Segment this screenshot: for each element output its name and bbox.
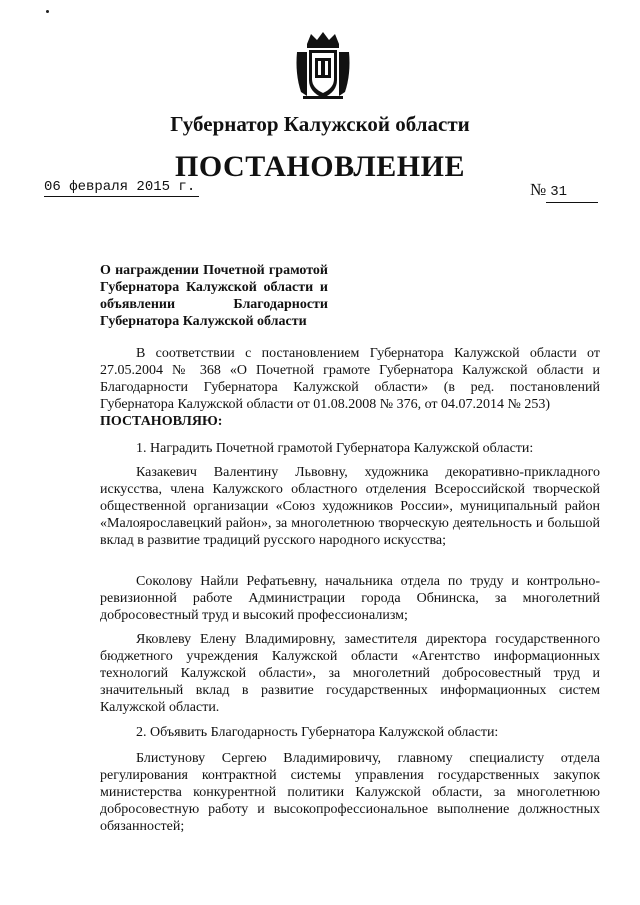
document-number (530, 180, 598, 203)
thanks-1-text: Блистунову Сергею Владимировичу, главному специалисту отдела регулирования контрактной системы управления государственных закупок министерства конкурентной политики Калужской области, за многолетнюю добросовестную работу и высокопрофессиональное выполнение должностных обязанностей; (100, 751, 600, 834)
resolve-heading: ПОСТАНОВЛЯЮ: (100, 414, 223, 429)
preamble-paragraph (100, 345, 600, 430)
item-1-heading: 1. Наградить Почетной грамотой Губернатора Калужской области: (136, 441, 534, 456)
number-prefix: № (530, 180, 547, 199)
issuing-authority: Губернатор Калужской области (170, 112, 470, 136)
award-paragraph-1 (100, 464, 600, 549)
preamble-text: В соответствии с постановлением Губернатора Калужской области от 27.05.2004 № 368 «О Почетной грамоте Губернатора Калужской области и Благодарности Губернатора Калужской области» (в ред. постановлений Губернатора Калужской области от 01.08.2008 № 376, от 04.07.2014 № 253) (100, 346, 600, 412)
award-3-text: Яковлеву Елену Владимировну, заместителя директора государственного бюджетного учреждения Калужской области «Агентство информационных технологий Калужской области», за многолетний добросовестный труд и значительный вклад в развитие государственных информационных систем Калужской области. (100, 632, 600, 715)
document-date: 06 февраля 2015 г. (44, 178, 199, 197)
coat-of-arms-icon (293, 30, 353, 102)
award-1-text: Казакевич Валентину Львовну, художника декоративно-прикладного искусства, члена Калужского областного отделения Всероссийской творческой общественной организации «Союз художников России», муниципальный район «Малоярославецкий район», за многолетнюю творческую деятельность и большой вклад в развитие традиций русского народного искусства; (100, 465, 600, 548)
document-type: ПОСТАНОВЛЕНИЕ (175, 150, 465, 183)
award-paragraph-2 (100, 573, 600, 624)
number-value: 31 (546, 182, 598, 203)
scan-speck (46, 10, 49, 13)
award-paragraph-3 (100, 631, 600, 716)
item-2-heading: 2. Объявить Благодарность Губернатора Калужской области: (136, 725, 499, 740)
document-subject: О награждении Почетной грамотой Губернатора Калужской области и объявлении Благодарности Губернатора Калужской области (100, 263, 328, 329)
award-2-text: Соколову Найли Рефатьевну, начальника отдела по труду и контрольно-ревизионной работе Администрации города Обнинска, за многолетний добросовестный труд и высокий профессионализм; (100, 574, 600, 623)
thanks-paragraph-1 (100, 750, 600, 835)
